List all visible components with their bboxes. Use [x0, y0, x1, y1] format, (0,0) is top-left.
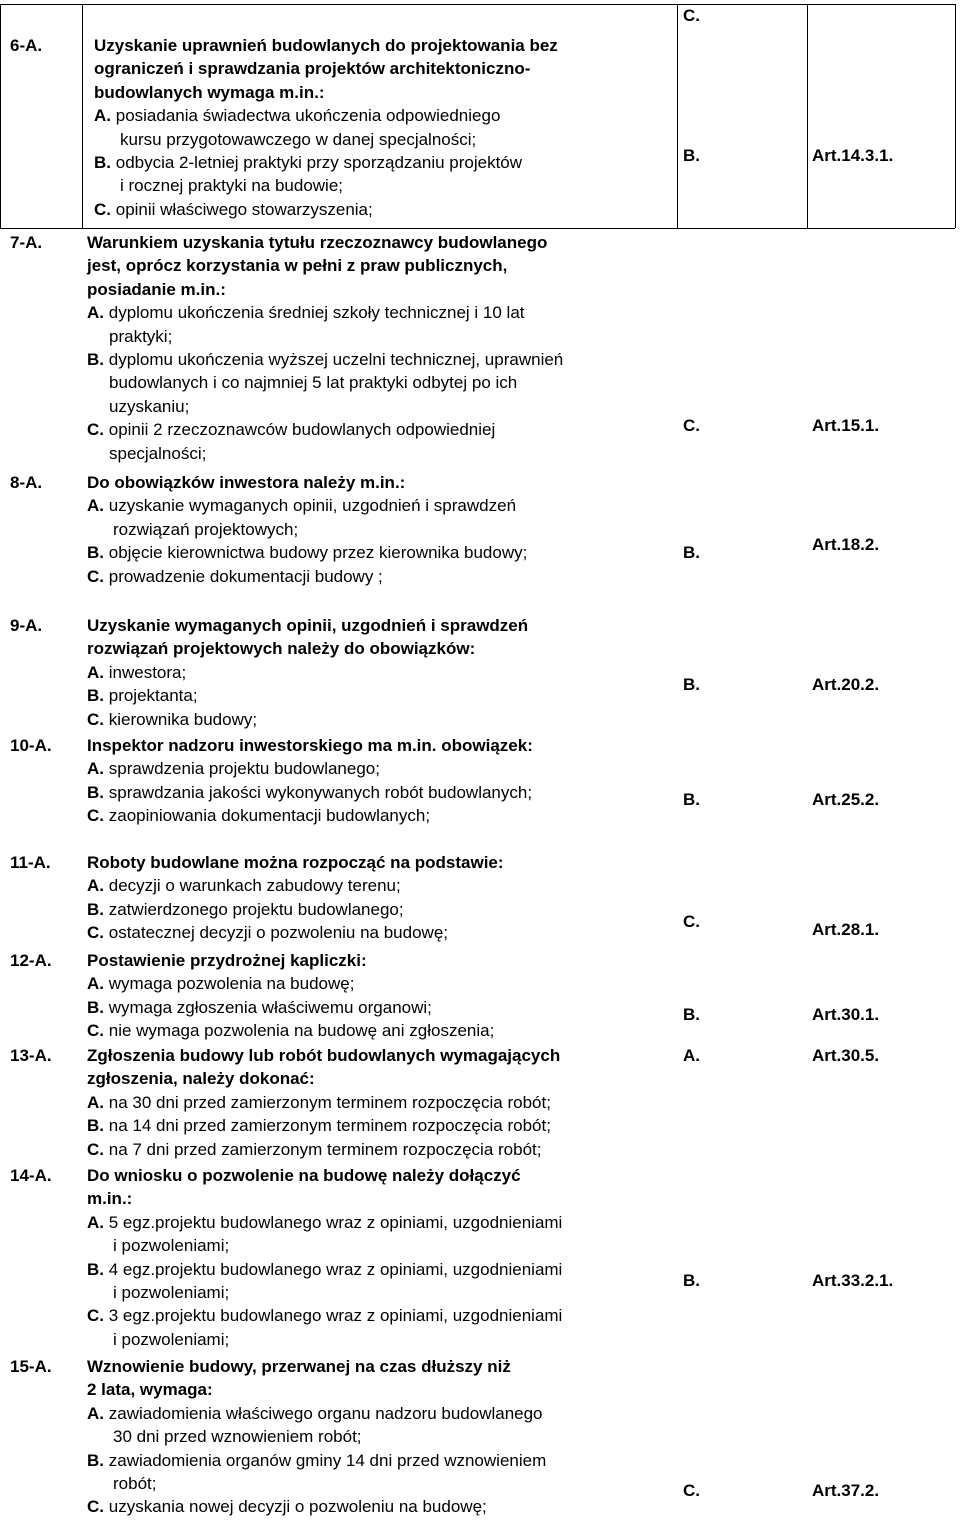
- article-reference: Art.37.2.: [812, 1481, 880, 1501]
- answer-option: uzyskaniu;: [109, 396, 190, 416]
- answer-option: kursu przygotowawczego w danej specjalności;: [120, 129, 477, 149]
- option-letter: B.: [94, 153, 111, 172]
- option-letter: B.: [87, 997, 104, 1017]
- table-vline: [677, 4, 678, 228]
- answer-option: [94, 104, 500, 127]
- option-text: posiadania świadectwa ukończenia odpowiedniego: [115, 106, 501, 126]
- option-text: dyplomu ukończenia wyższej uczelni technicznej, uprawnień: [108, 350, 564, 369]
- question-text: Roboty budowlane można rozpocząć na podstawie:: [87, 853, 504, 872]
- option-letter: C.: [94, 199, 111, 219]
- answer-option: praktyki;: [109, 326, 173, 346]
- answer-option: [87, 1138, 541, 1161]
- answer-option: specjalności;: [109, 443, 207, 463]
- option-letter: B.: [87, 686, 104, 706]
- option-letter: C.: [87, 1497, 104, 1517]
- option-text: zawiadomienia właściwego organu nadzoru budowlanego: [108, 1403, 543, 1423]
- option-letter: A.: [87, 974, 104, 994]
- option-letter: C.: [87, 566, 104, 586]
- option-text: nie wymaga pozwolenia na budowę ani zgłoszenia;: [108, 1021, 495, 1041]
- option-letter: C.: [87, 709, 104, 729]
- correct-answer: B.: [683, 674, 700, 694]
- answer-option: [87, 1449, 546, 1472]
- header-answer: C.: [683, 6, 700, 25]
- article-reference: Art.20.2.: [812, 674, 880, 694]
- question-text: rozwiązań projektowych należy do obowiązków:: [87, 639, 476, 659]
- correct-answer: A.: [683, 1046, 700, 1065]
- answer-option: [87, 1402, 543, 1425]
- option-text: prowadzenie dokumentacji budowy ;: [108, 566, 383, 586]
- option-text: kierownika budowy;: [108, 709, 258, 729]
- question-number: 7-A.: [10, 233, 43, 252]
- correct-answer: C.: [683, 415, 700, 435]
- article-reference: Art.15.1.: [812, 415, 880, 435]
- answer-option: [87, 301, 525, 324]
- option-letter: B.: [87, 782, 104, 802]
- correct-answer: B.: [683, 145, 700, 165]
- option-letter: B.: [87, 899, 104, 919]
- answer-option: [87, 996, 432, 1019]
- article-reference: Art.18.2.: [812, 535, 880, 554]
- option-text: sprawdzania jakości wykonywanych robót budowlanych;: [108, 782, 533, 802]
- option-text: uzyskania nowej decyzji o pozwoleniu na budowę;: [108, 1497, 487, 1517]
- answer-option: budowlanych i co najmniej 5 lat praktyki odbytej po ich: [109, 373, 518, 393]
- option-text: wymaga pozwolenia na budowę;: [108, 974, 355, 994]
- answer-option: [87, 541, 527, 564]
- question-number: 15-A.: [10, 1357, 52, 1376]
- answer-option: i pozwoleniami;: [113, 1283, 230, 1302]
- answer-option: [87, 565, 383, 588]
- option-text: na 7 dni przed zamierzonym terminem rozpoczęcia robót;: [108, 1139, 542, 1159]
- table-hline: [0, 228, 955, 229]
- article-reference: Art.30.5.: [812, 1046, 880, 1065]
- answer-option: [87, 418, 495, 441]
- correct-answer: B.: [683, 543, 700, 563]
- question-number: 12-A.: [10, 951, 52, 970]
- answer-option: 30 dni przed wznowieniem robót;: [113, 1427, 362, 1447]
- option-letter: B.: [87, 1450, 104, 1470]
- answer-option: [87, 684, 198, 707]
- option-letter: A.: [94, 106, 111, 126]
- option-text: zaopiniowania dokumentacji budowlanych;: [108, 806, 431, 826]
- answer-option: i pozwoleniami;: [113, 1236, 230, 1256]
- answer-option: [87, 1304, 562, 1327]
- question-text: ograniczeń i sprawdzania projektów architektoniczno-: [94, 59, 531, 79]
- option-text: opinii właściwego stowarzyszenia;: [115, 199, 373, 219]
- answer-option: [87, 708, 257, 731]
- option-text: na 30 dni przed zamierzonym terminem rozpoczęcia robót;: [108, 1092, 551, 1112]
- question-number: 11-A.: [10, 853, 51, 872]
- correct-answer: B.: [683, 789, 700, 809]
- option-text: 3 egz.projektu budowlanego wraz z opiniami, uzgodnieniami: [108, 1306, 563, 1326]
- question-number: 8-A.: [10, 473, 43, 492]
- answer-option: [87, 781, 532, 804]
- answer-option: i rocznej praktyki na budowie;: [120, 176, 344, 196]
- option-letter: B.: [87, 1259, 104, 1279]
- option-letter: A.: [87, 1092, 104, 1112]
- question-text: jest, oprócz korzystania w pełni z praw publicznych,: [87, 256, 508, 276]
- question-text: Uzyskanie wymaganych opinii, uzgodnień i sprawdzeń: [87, 616, 529, 635]
- option-letter: C.: [87, 1021, 104, 1041]
- answer-option: [87, 1019, 494, 1042]
- question-text: m.in.:: [87, 1189, 133, 1209]
- answer-option: [94, 151, 522, 174]
- article-reference: Art.14.3.1.: [812, 145, 894, 165]
- question-number: 13-A.: [10, 1046, 52, 1065]
- answer-option: i pozwoleniami;: [113, 1329, 230, 1349]
- option-letter: A.: [87, 1403, 104, 1423]
- answer-option: [87, 921, 448, 944]
- question-text: Do wniosku o pozwolenie na budowę należy dołączyć: [87, 1166, 521, 1185]
- option-text: sprawdzenia projektu budowlanego;: [108, 759, 380, 779]
- article-reference: Art.33.2.1.: [812, 1271, 894, 1291]
- correct-answer: C.: [683, 1481, 700, 1501]
- answer-option: [87, 972, 354, 995]
- table-hline: [0, 4, 955, 5]
- option-letter: C.: [87, 806, 104, 826]
- correct-answer: B.: [683, 1271, 700, 1291]
- answer-option: [87, 348, 563, 371]
- answer-option: [94, 198, 373, 221]
- question-text: Uzyskanie uprawnień budowlanych do projektowania bez: [94, 36, 558, 55]
- question-text: budowlanych wymaga m.in.:: [94, 82, 325, 102]
- option-letter: A.: [87, 662, 104, 682]
- article-reference: Art.28.1.: [812, 919, 880, 939]
- answer-option: [87, 661, 186, 684]
- question-number: 6-A.: [10, 36, 43, 55]
- option-text: 4 egz.projektu budowlanego wraz z opiniami, uzgodnieniami: [108, 1259, 563, 1279]
- answer-option: [87, 757, 380, 780]
- table-vline: [0, 4, 1, 228]
- table-vline: [82, 4, 83, 228]
- correct-answer: B.: [683, 1004, 700, 1024]
- question-text: Postawienie przydrożnej kapliczki:: [87, 951, 367, 970]
- option-letter: A.: [87, 1212, 104, 1232]
- option-text: 5 egz.projektu budowlanego wraz z opiniami, uzgodnieniami: [108, 1212, 563, 1232]
- option-letter: B.: [87, 1116, 104, 1136]
- question-text: zgłoszenia, należy dokonać:: [87, 1069, 315, 1089]
- answer-option: [87, 1091, 551, 1114]
- answer-option: rozwiązań projektowych;: [113, 519, 299, 539]
- answer-option: robót;: [113, 1474, 157, 1493]
- answer-option: [87, 1495, 487, 1518]
- option-letter: C.: [87, 1306, 104, 1326]
- option-text: ostatecznej decyzji o pozwoleniu na budowę;: [108, 923, 449, 943]
- question-text: Inspektor nadzoru inwestorskiego ma m.in. obowiązek:: [87, 736, 533, 755]
- option-text: dyplomu ukończenia średniej szkoły technicznej i 10 lat: [108, 303, 525, 323]
- answer-option: [87, 1114, 551, 1137]
- question-number: 14-A.: [10, 1166, 52, 1185]
- option-text: inwestora;: [108, 662, 187, 682]
- option-letter: C.: [87, 1139, 104, 1159]
- option-letter: A.: [87, 496, 104, 516]
- option-text: zawiadomienia organów gminy 14 dni przed wznowieniem: [108, 1450, 547, 1470]
- option-letter: C.: [87, 923, 104, 943]
- question-number: 9-A.: [10, 616, 43, 635]
- option-letter: B.: [87, 350, 104, 369]
- question-text: 2 lata, wymaga:: [87, 1380, 213, 1400]
- answer-option: [87, 874, 401, 897]
- article-reference: Art.30.1.: [812, 1004, 880, 1024]
- answer-option: [87, 804, 430, 827]
- question-text: Warunkiem uzyskania tytułu rzeczoznawcy budowlanego: [87, 233, 548, 252]
- table-vline: [807, 4, 808, 228]
- option-text: projektanta;: [108, 686, 198, 706]
- option-text: decyzji o warunkach zabudowy terenu;: [108, 876, 401, 896]
- option-letter: A.: [87, 303, 104, 323]
- option-text: na 14 dni przed zamierzonym terminem rozpoczęcia robót;: [108, 1116, 551, 1136]
- option-letter: A.: [87, 876, 104, 896]
- option-text: odbycia 2-letniej praktyki przy sporządzaniu projektów: [115, 153, 523, 172]
- question-text: posiadanie m.in.:: [87, 279, 226, 299]
- option-letter: A.: [87, 759, 104, 779]
- option-letter: C.: [87, 420, 104, 440]
- question-number: 10-A.: [10, 736, 52, 755]
- option-text: uzyskanie wymaganych opinii, uzgodnień i sprawdzeń: [108, 496, 517, 516]
- correct-answer: C.: [683, 911, 700, 931]
- answer-option: [87, 1258, 562, 1281]
- answer-option: [87, 898, 404, 921]
- option-text: wymaga zgłoszenia właściwemu organowi;: [108, 997, 432, 1017]
- answer-option: [87, 1211, 562, 1234]
- option-text: opinii 2 rzeczoznawców budowlanych odpowiedniej: [108, 420, 496, 440]
- question-text: Do obowiązków inwestora należy m.in.:: [87, 473, 406, 492]
- question-text: Zgłoszenia budowy lub robót budowlanych wymagających: [87, 1046, 561, 1065]
- option-text: zatwierdzonego projektu budowlanego;: [108, 899, 404, 919]
- answer-option: [87, 494, 516, 517]
- table-vline: [955, 4, 956, 228]
- question-text: Wznowienie budowy, przerwanej na czas dłuższy niż: [87, 1357, 511, 1376]
- option-letter: B.: [87, 543, 104, 563]
- option-text: objęcie kierownictwa budowy przez kierownika budowy;: [108, 543, 528, 563]
- article-reference: Art.25.2.: [812, 789, 880, 809]
